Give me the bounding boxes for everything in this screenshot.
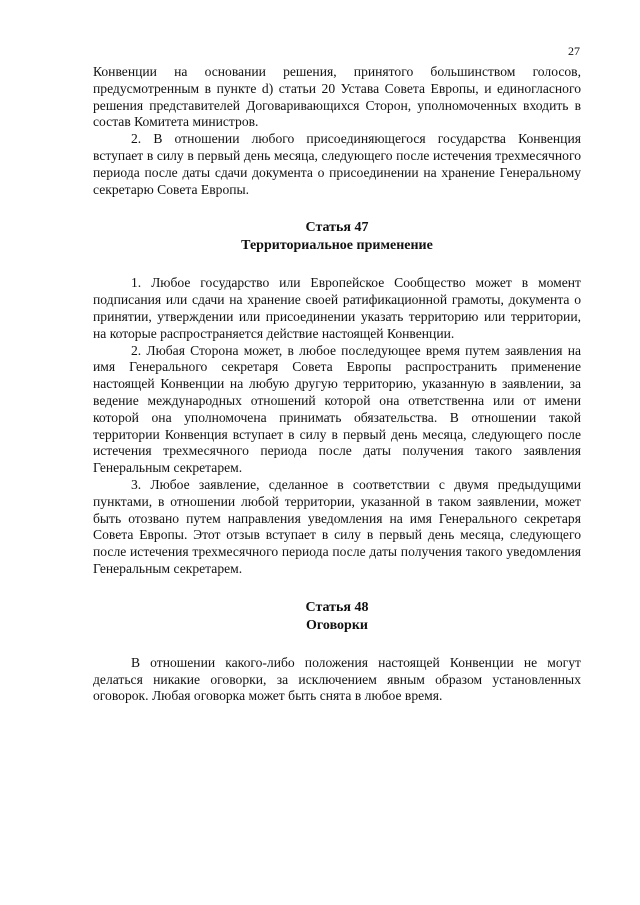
article-47-subtitle: Территориальное применение (241, 238, 433, 254)
article-47-paragraph-2: 2. Любая Сторона может, в любое последующее время путем заявления на имя Генерального секретаря Совета Европы распространить применение настоящей Конвенции на любую другую территорию, указанную в заявлении, за ведение международных отношений которой она ответственна или от имени которой она уполномочена принимать обязательства. В отношении такой территории Конвенция вступает в силу в первый день месяца, следующего после истечения трехмесячного периода после даты получения такого заявления Генеральным секретарем. (93, 342, 581, 476)
document-body (93, 64, 581, 705)
article-47-title: Статья 47 (305, 220, 369, 236)
paragraph-continuation: Конвенции на основании решения, принятого большинством голосов, предусмотренным в пункте d) статьи 20 Устава Совета Европы, и единогласного решения представителей Договаривающихся Сторон, уполномоченных входить в состав Комитета министров. (93, 64, 581, 130)
paragraph-accession-entry-into-force: 2. В отношении любого присоединяющегося государства Конвенция вступает в силу в первый день месяца, следующего после истечения трехмесячного периода после даты сдачи документа о присоединении на хранение Генеральному секретарю Совета Европы. (93, 131, 581, 197)
article-47-paragraph-3: 3. Любое заявление, сделанное в соответствии с двумя предыдущими пунктами, в отношении любой территории, указанной в таком заявлении, может быть отозвано путем направления уведомления на имя Генерального секретаря Совета Европы. Этот отзыв вступает в силу в первый день месяца, следующего после истечения трехмесячного периода после даты получения такого уведомления Генеральным секретарем. (93, 476, 581, 576)
article-48-paragraph-1: В отношении какого-либо положения настоящей Конвенции не могут делаться никакие оговорки, за исключением явным образом установленных оговорок. Любая оговорка может быть снята в любое время. (93, 654, 581, 704)
page-number: 27 (568, 44, 580, 58)
article-48-subtitle: Оговорки (306, 617, 368, 633)
article-47-paragraph-1: 1. Любое государство или Европейское Сообщество может в момент подписания или сдачи на хранение своей ратификационной грамоты, документа о принятии, утверждении или присоединении указать территорию или территории, на которые распространяется действие настоящей Конвенции. (93, 275, 581, 341)
article-48-title: Статья 48 (305, 599, 369, 615)
